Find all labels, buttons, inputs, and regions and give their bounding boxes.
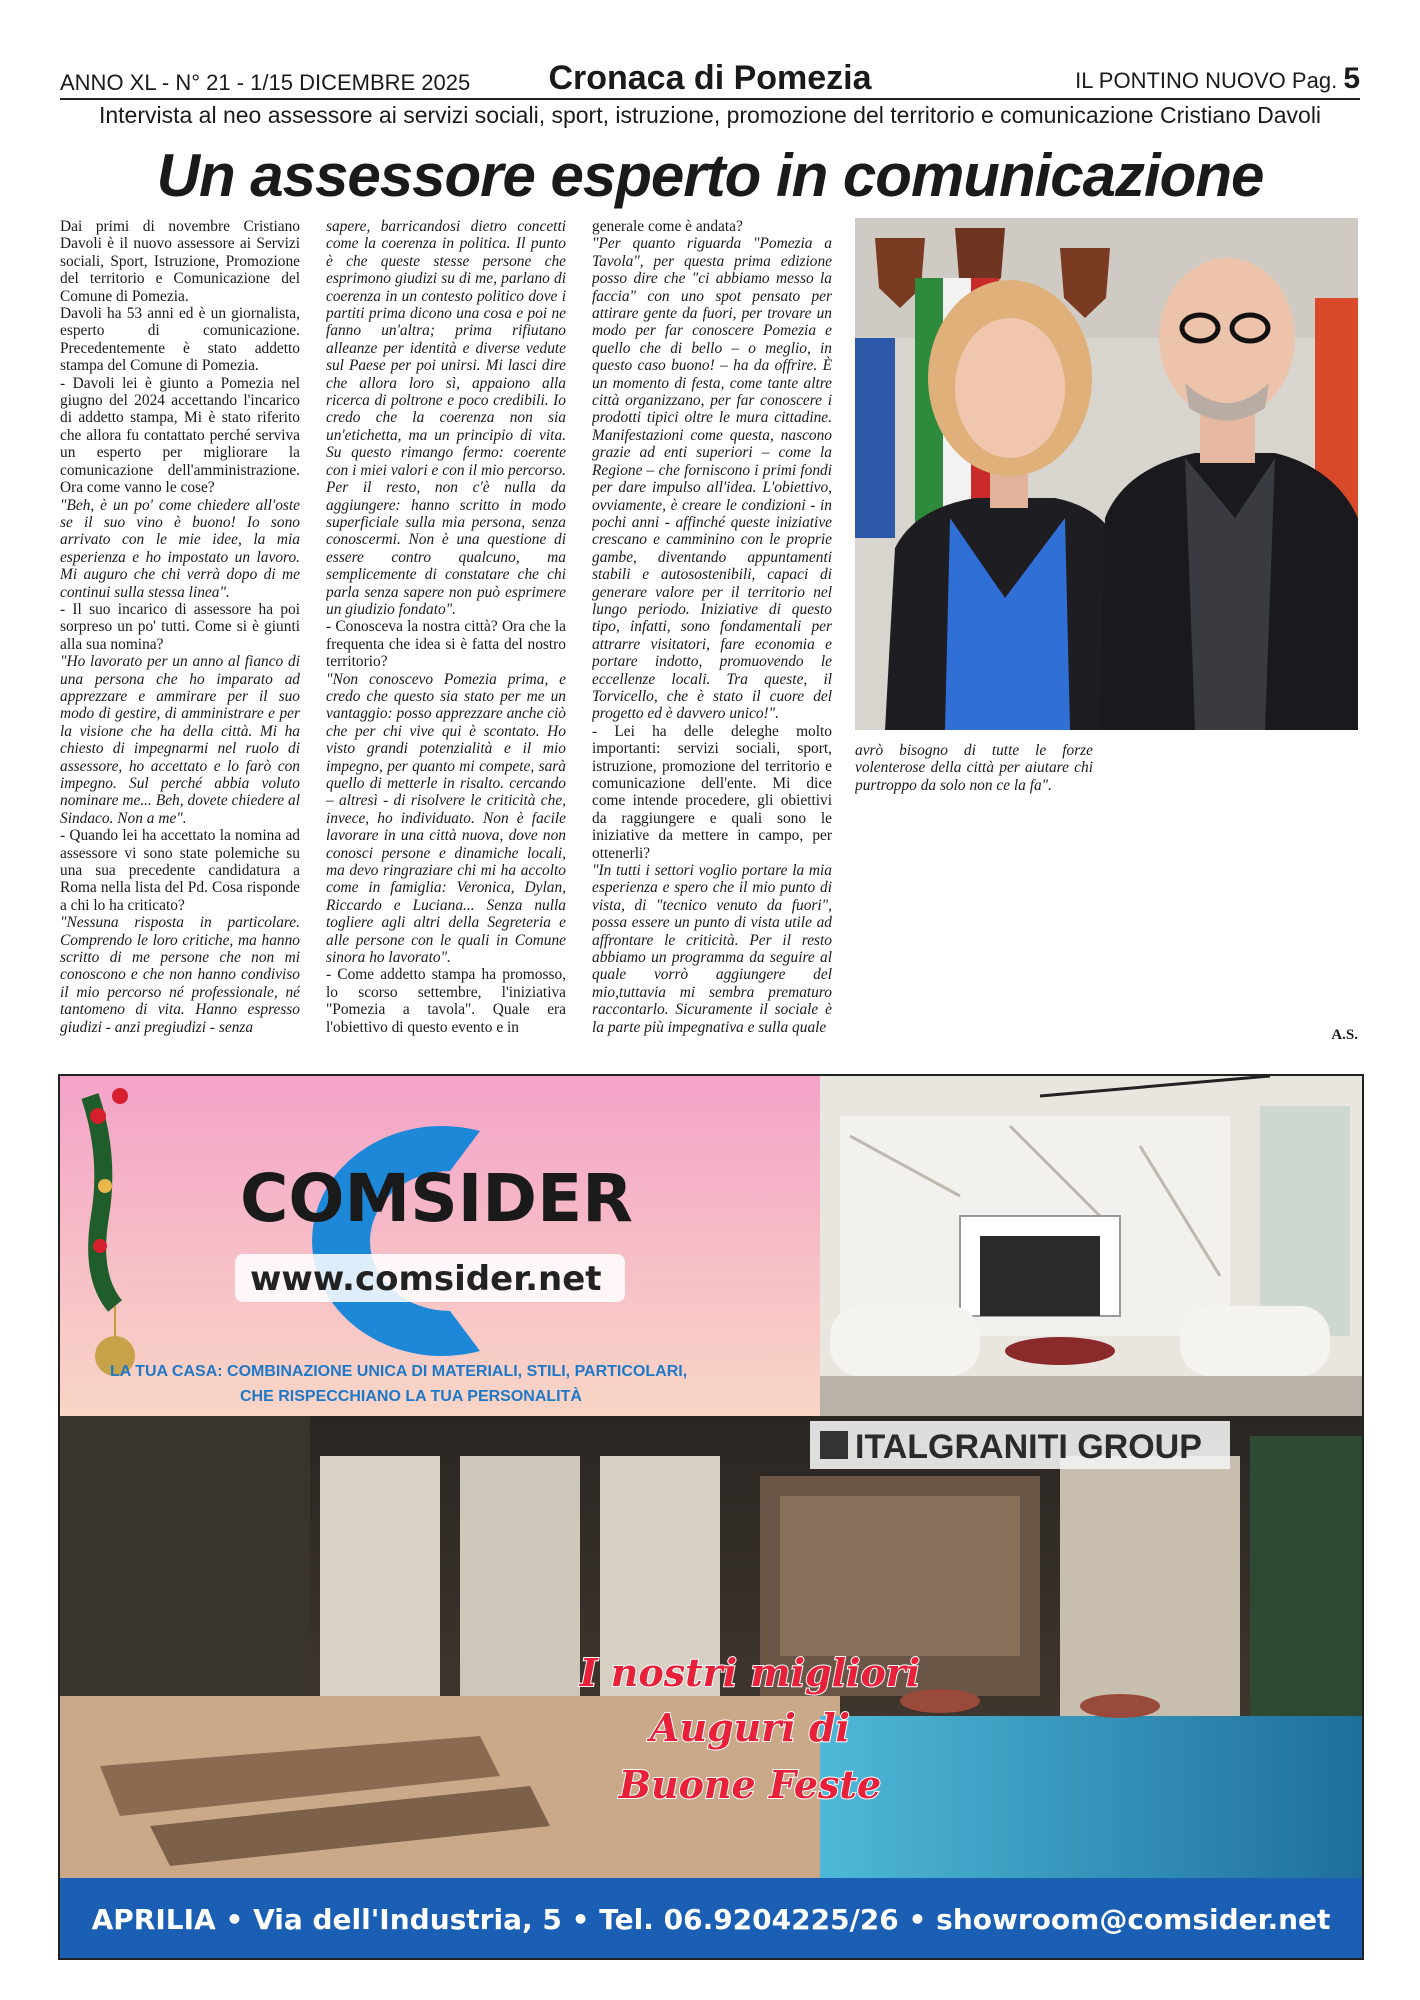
interview-photo	[855, 218, 1358, 730]
question-paragraph: Dai primi di novembre Cristiano Davoli è il nuovo assessore ai Servizi sociali, Sport, Istruzione, Promozione del territorio e Comunicazione del Comune di Pomezia.	[60, 218, 300, 305]
question-paragraph: - Davoli lei è giunto a Pomezia nel giugno del 2024 accettando l'incarico di addetto stampa, Mi è stato riferito che allora fu contattato perché serviva un esperto per migliorare la comunicazione dell'amministrazione. Ora come vanno le cose?	[60, 374, 300, 497]
answer-paragraph: sapere, barricandosi dietro concetti come la coerenza in politica. Il punto è che queste stesse persone che esprimono giudizi su di me, parlano di coerenza in un contesto politico dove i partiti prima dicono una cosa e poi ne fanno un'altra; prima rifiutano alleanze per identità e diverse vedute sul Paese per poi unirsi. Mi lasci dire che allora loro sì, appaiono alla ricerca di poltrone e poco credibili. Io credo che la coerenza non sia un'etichetta, ma un principio di vita. Su questo rimango fermo: coerente con i miei valori e con il mio percorso. Per il resto, non c'è nulla da aggiungere: hanno scritto in modo superficiale sulla mia persona, senza conoscermi. Non è una questione di essere contro qualcuno, ma semplicemente di constatare che chi parla senza sapere non può esprimere un giudizio fondato".	[326, 218, 566, 618]
page-label: Pag.	[1291, 68, 1338, 93]
answer-paragraph: "Ho lavorato per un anno al fianco di una persona che ho imparato ad apprezzare e ammirare per il suo modo di gestire, di amministrare e per la visione che ha della città. Mi ha chiesto di impegnarmi nel ruolo di assessore, ho accettato e lo farò con impegno. Sul perché abbia voluto nominare me... Beh, dovete chiedere al Sindaco. Non a me".	[60, 653, 300, 827]
article-column-4	[855, 742, 1093, 1046]
greeting-line-3: Buone Feste	[618, 1762, 882, 1807]
living-room-photo	[820, 1076, 1362, 1416]
ad-tagline-2: CHE RISPECCHIANO LA TUA PERSONALITÀ	[240, 1388, 582, 1405]
question-paragraph: generale come è andata?	[592, 218, 743, 235]
advertisement	[58, 1074, 1364, 1960]
brand-website: www.comsider.net	[250, 1259, 602, 1299]
issue-info: ANNO XL - N° 21 - 1/15 DICEMBRE 2025	[60, 70, 471, 95]
greeting-line-1: I nostri migliori	[579, 1650, 921, 1695]
question-paragraph: Davoli ha 53 anni ed è un giornalista, esperto di comunicazione. Precedentemente è stato addetto stampa del Comune di Pomezia.	[60, 305, 300, 375]
paper-name	[1075, 62, 1360, 96]
answer-paragraph: "In tutti i settori voglio portare la mia esperienza e spero che il mio punto di vista, di "tecnico venuto da fuori", possa essere un punto di vista utile ad affrontare le criticità. Per il resto abbiamo un programma da seguire al quale vorrò aggiungere del mio,tuttavia mi sembra prematuro raccontarlo. Sicuramente il sociale è la parte più impegnativa e sulla quale	[592, 862, 832, 1036]
article-column-1	[60, 218, 300, 1046]
greeting-line-2: Auguri di	[649, 1705, 851, 1750]
article-column-5	[1118, 742, 1358, 1038]
article-column-3	[592, 218, 832, 1046]
question-paragraph: - Conosceva la nostra città? Ora che la frequenta che idea si è fatta del nostro territorio?	[326, 618, 566, 671]
question-paragraph: - Il suo incarico di assessore ha poi sorpreso un po' tutti. Come si è giunti alla sua nomina?	[60, 600, 300, 653]
man-face	[1159, 258, 1295, 418]
pool	[820, 1716, 1362, 1878]
answer-paragraph: avrò bisogno di tutte le forze volenterose della città per aiutare chi purtroppo da solo non ce la fa".	[855, 742, 1093, 794]
photo-illustration	[855, 218, 1358, 730]
masthead	[60, 58, 1360, 100]
brand-name: COMSIDER	[240, 1160, 634, 1237]
question-paragraph: - Lei ha delle deleghe molto importanti: servizi sociali, sport, istruzione, promozione del territorio e comunicazione dell'ente. Mi dice come intende procedere, gli obiettivi da raggiungere e quali sono le iniziative da mettere in campo, per ottenerli?	[592, 722, 832, 862]
question-paragraph: - Come addetto stampa ha promosso, lo scorso settembre, l'iniziativa "Pomezia a tavola". Quale era l'obiettivo di questo evento e in	[326, 966, 566, 1036]
ad-footer-contacts: APRILIA • Via dell'Industria, 5 • Tel. 06.9204225/26 • showroom@comsider.net	[91, 1903, 1331, 1936]
paper-title: IL PONTINO NUOVO	[1075, 68, 1286, 93]
author-signature: A.S.	[1331, 1027, 1358, 1043]
woman-face	[955, 318, 1065, 458]
ad-tagline-1: LA TUA CASA: COMBINAZIONE UNICA DI MATERIALI, STILI, PARTICOLARI,	[110, 1363, 688, 1380]
article-column-2	[326, 218, 566, 1046]
page-number: 5	[1343, 62, 1360, 95]
answer-paragraph: "Per quanto riguarda "Pomezia a Tavola", per questa prima edizione posso dire che "ci abbiamo messo la faccia" con uno spot pensato per attirare gente da fuori, per trovare un modo per far conoscere Pomezia e quello che di bello – o meglio, in questo caso buono! – ha da offrire. È un momento di festa, come tante altre città organizzano, per far conoscere i prodotti tipici oltre le mura cittadine. Manifestazioni come questa, nascono grazie ad enti superiori – come la Regione – che forniscono i primi fondi per dare impulso all'idea. L'obiettivo, ovviamente, è creare le condizioni - in pochi anni - affinché queste iniziative crescano e camminino con le proprie gambe, diventando appuntamenti stabili e autosostenibili, capaci di generare valore per il territorio nel lungo periodo. Iniziative di questo tipo, infatti, sono fondamentali per attrarre visitatori, fare economia e portare indotto, promuovendo le eccellenze locali. Tra queste, il Torvicello, che è stato il cuore del progetto ed è davvero unico!".	[592, 235, 832, 723]
ad-artwork	[60, 1076, 1362, 1958]
answer-paragraph: "Nessuna risposta in particolare. Comprendo le loro critiche, ma hanno scritto di me persone che non mi conoscono e che non hanno condiviso il mio percorso né professionale, né tantomeno di vita. Hanno espresso giudizi - anzi pregiudizi - senza	[60, 914, 300, 1036]
flag-eu	[855, 338, 895, 538]
section-title: Cronaca di Pomezia	[548, 59, 872, 97]
italgraniti-logo-icon	[820, 1431, 848, 1459]
article-headline: Un assessore esperto in comunicazione	[156, 142, 1264, 209]
partner-name: ITALGRANITI GROUP	[855, 1428, 1202, 1466]
question-paragraph: - Quando lei ha accettato la nomina ad assessore vi sono state polemiche su una sua precedente candidatura a Roma nella lista del Pd. Cosa risponde a chi lo ha criticato?	[60, 827, 300, 914]
article-kicker: Intervista al neo assessore ai servizi sociali, sport, istruzione, promozione del territorio e comunicazione Cristiano Davoli	[98, 102, 1322, 128]
pool-villa-photo	[60, 1416, 1362, 1878]
answer-paragraph: "Non conoscevo Pomezia prima, e credo che questo sia stato per me un vantaggio: posso apprezzare anche ciò che per chi vive qui è scontato. Ho visto grandi potenzialità e il mio impegno, per quanto mi compete, sarà quello di metterle in risalto. cercando – altresì - di risolvere le criticità che, invece, ho individuato. Non è facile lavorare in una città nuova, dove non conosci persone e dinamiche locali, ma devo ringraziare chi mi ha accolto come in famiglia: Veronica, Dylan, Riccardo e Luciana... Senza nulla togliere agli altri della Segreteria e alle persone con le quali in Comune sinora ho lavorato".	[326, 670, 566, 967]
answer-paragraph: "Beh, è un po' come chiedere all'oste se il suo vino è buono! Io sono arrivato con le mie idee, la mia esperienza e ho impostato un lavoro. Mi auguro che chi verrà dopo di me continui sulla stessa linea".	[60, 496, 300, 601]
